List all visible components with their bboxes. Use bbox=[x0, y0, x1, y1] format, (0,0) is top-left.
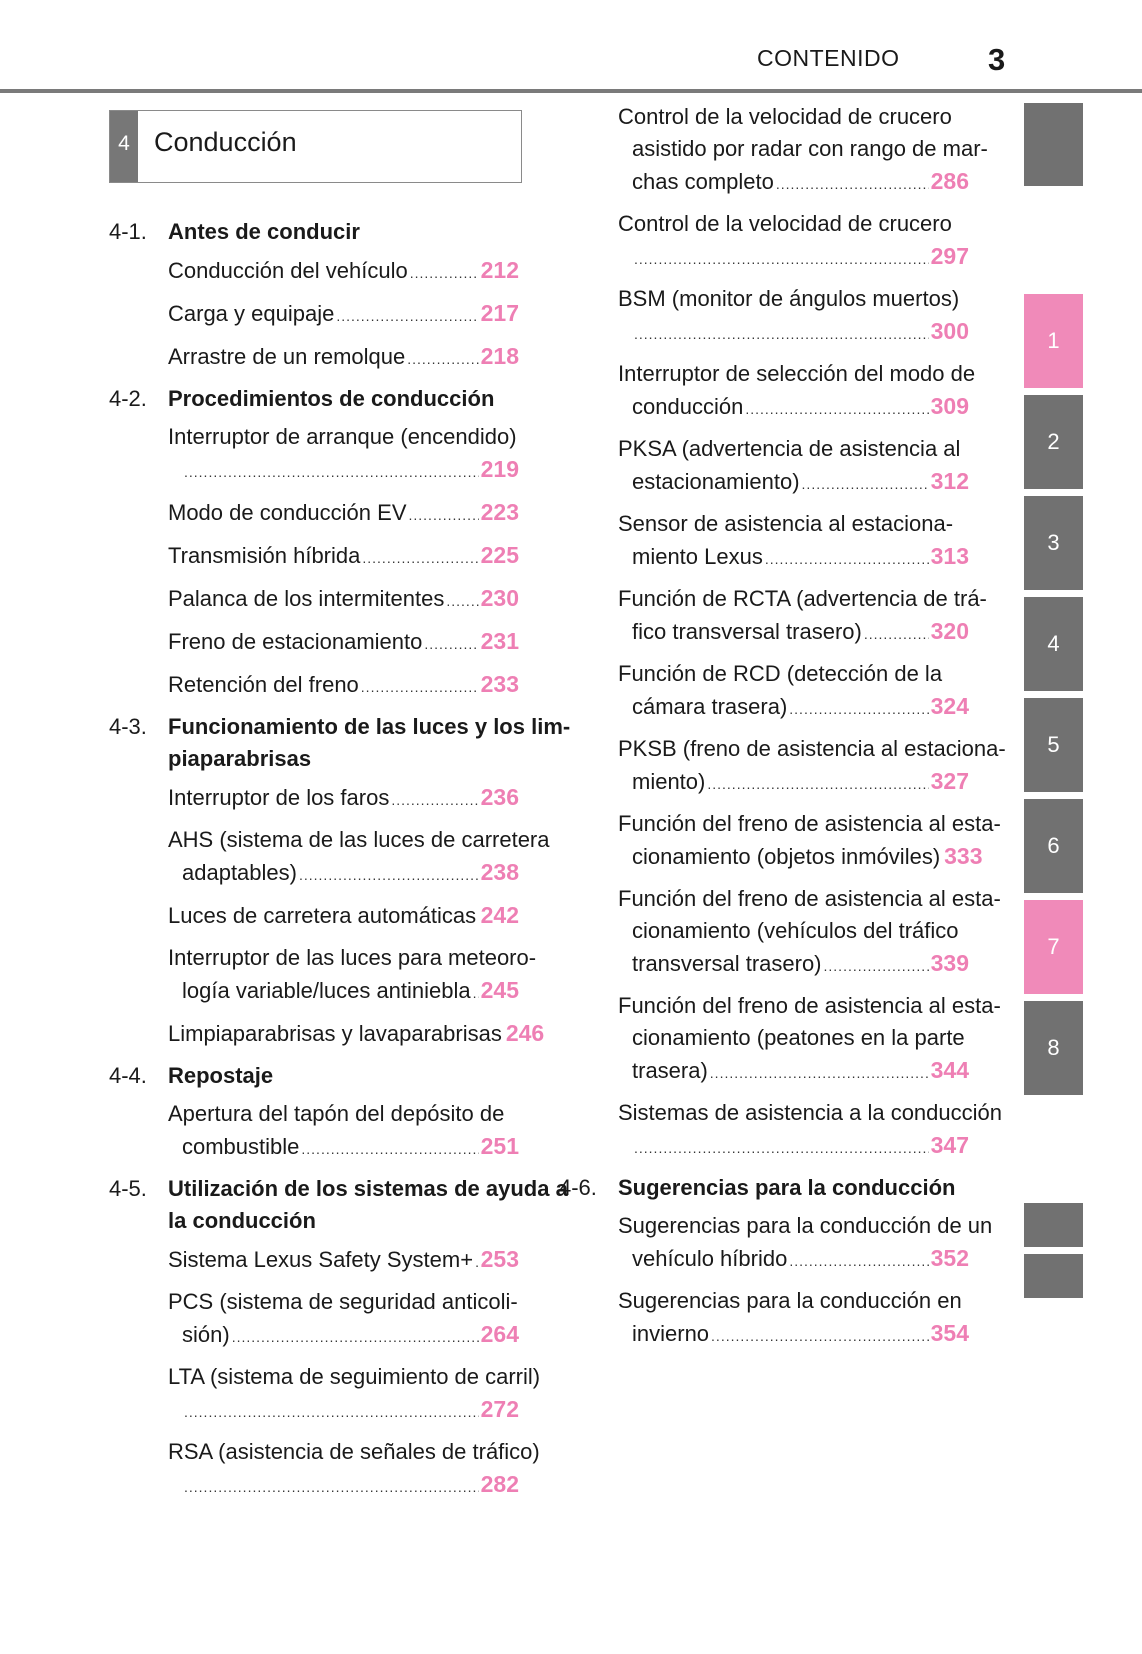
toc-entry[interactable] bbox=[618, 508, 969, 575]
page-link[interactable]: 282 bbox=[480, 1471, 519, 1497]
toc-entry[interactable] bbox=[168, 781, 519, 816]
page-link[interactable]: 264 bbox=[480, 1321, 519, 1347]
section-title bbox=[168, 1060, 273, 1092]
chapter-heading bbox=[109, 110, 522, 183]
toc-entry[interactable] bbox=[618, 1210, 993, 1277]
page-link[interactable]: 236 bbox=[480, 784, 519, 810]
toc-entry[interactable] bbox=[618, 1285, 969, 1352]
toc-entry-text: Palanca de los intermitentes bbox=[168, 586, 445, 611]
page-link[interactable]: 333 bbox=[944, 843, 983, 869]
toc-entry-last-line bbox=[168, 1243, 519, 1278]
toc-entry-text: Freno de estacionamiento bbox=[168, 629, 423, 654]
page-link[interactable]: 231 bbox=[480, 628, 519, 654]
toc-entry-last-line bbox=[168, 1130, 519, 1165]
section-title bbox=[168, 216, 360, 248]
toc-entry-last-line bbox=[168, 496, 519, 531]
toc-entry-last-line bbox=[618, 840, 983, 875]
toc-entry-text: Conducción del vehículo bbox=[168, 258, 408, 283]
toc-entry[interactable] bbox=[618, 283, 969, 350]
page-link[interactable]: 297 bbox=[930, 243, 969, 269]
dot-leader bbox=[409, 499, 479, 531]
toc-entry-text: Función de RCTA (advertencia de trá- bbox=[618, 586, 987, 611]
toc-entry-last-line bbox=[168, 974, 519, 1009]
dot-leader bbox=[424, 628, 478, 660]
page-link[interactable]: 286 bbox=[930, 168, 969, 194]
toc-entry[interactable] bbox=[618, 583, 987, 650]
toc-entry-text: Sugerencias para la conducción en bbox=[618, 1288, 962, 1313]
toc-entry-text: Sistemas de asistencia a la conducción bbox=[618, 1100, 1002, 1125]
dot-leader bbox=[634, 243, 929, 275]
chapter-tab-4[interactable]: 4 bbox=[1024, 597, 1083, 691]
page-link[interactable]: 352 bbox=[930, 1245, 969, 1271]
dot-leader bbox=[475, 1246, 479, 1278]
chapter-title: Conducción bbox=[154, 127, 297, 157]
toc-entry-last-line bbox=[618, 765, 969, 800]
toc-entry-text: chas completo bbox=[632, 169, 774, 194]
toc-entry[interactable] bbox=[618, 658, 969, 725]
toc-entry-text: Función del freno de asistencia al esta- bbox=[618, 993, 1001, 1018]
dot-leader bbox=[362, 542, 478, 574]
toc-entry-text: Interruptor de arranque (encendido) bbox=[168, 424, 517, 449]
toc-entry-text: RSA (asistencia de señales de tráfico) bbox=[168, 1439, 540, 1464]
toc-entry-last-line bbox=[618, 1242, 969, 1277]
toc-entry-last-line bbox=[618, 615, 969, 650]
toc-entry-text: Sugerencias para la conducción de un bbox=[618, 1213, 993, 1238]
toc-entry-text: Limpiaparabrisas y lavaparabrisas bbox=[168, 1021, 502, 1046]
toc-entry-last-line bbox=[618, 315, 969, 350]
dot-leader bbox=[184, 1396, 479, 1428]
page-link[interactable]: 339 bbox=[930, 950, 969, 976]
chapter-tab-blank[interactable] bbox=[1024, 103, 1083, 186]
toc-entry[interactable] bbox=[618, 208, 969, 275]
dot-leader bbox=[789, 1245, 928, 1277]
section-number: 4-2. bbox=[109, 386, 147, 411]
section-number: 4-6. bbox=[559, 1175, 597, 1200]
toc-left-column bbox=[109, 208, 571, 1511]
toc-entry-last-line bbox=[618, 690, 969, 725]
toc-entry[interactable] bbox=[618, 101, 988, 200]
page-link[interactable]: 217 bbox=[480, 300, 519, 326]
toc-entry-last-line bbox=[168, 1017, 545, 1052]
page-link[interactable]: 246 bbox=[505, 1020, 545, 1046]
toc-entry[interactable] bbox=[168, 1361, 541, 1428]
page-link[interactable]: 347 bbox=[930, 1132, 969, 1158]
toc-entry[interactable] bbox=[168, 942, 537, 1009]
section-title-line: la conducción bbox=[168, 1208, 316, 1233]
section-heading bbox=[109, 711, 571, 775]
toc-entry[interactable] bbox=[618, 808, 1001, 875]
toc-entry-last-line bbox=[168, 625, 519, 660]
dot-leader bbox=[745, 393, 928, 425]
toc-entry[interactable] bbox=[618, 358, 976, 425]
section-title-line: Sugerencias para la conducción bbox=[618, 1175, 956, 1200]
chapter-tab-1[interactable]: 1 bbox=[1024, 294, 1083, 388]
header-title: CONTENIDO bbox=[757, 45, 900, 71]
section-title bbox=[168, 711, 570, 775]
toc-entry[interactable] bbox=[168, 1098, 519, 1165]
section-heading bbox=[559, 1172, 969, 1204]
toc-entry-text: vehículo híbrido bbox=[632, 1246, 788, 1271]
toc-entry-text: fico transversal trasero) bbox=[632, 619, 862, 644]
section-heading bbox=[109, 1060, 519, 1092]
toc-entry-text: PKSA (advertencia de asistencia al bbox=[618, 436, 961, 461]
toc-entry-text: combustible bbox=[182, 1134, 300, 1159]
toc-entry-text: cionamiento (objetos inmóviles) bbox=[632, 844, 941, 869]
dot-leader bbox=[336, 300, 478, 332]
toc-entry-text: logía variable/luces antiniebla bbox=[182, 978, 471, 1003]
page-link[interactable]: 219 bbox=[480, 456, 519, 482]
page-link[interactable]: 354 bbox=[930, 1320, 969, 1346]
dot-leader bbox=[391, 784, 478, 816]
page-link[interactable]: 313 bbox=[930, 543, 969, 569]
toc-entry-text: trasera) bbox=[632, 1058, 708, 1083]
toc-entry[interactable] bbox=[168, 668, 519, 703]
toc-entry-text: Arrastre de un remolque bbox=[168, 344, 406, 369]
toc-entry-last-line bbox=[618, 1054, 969, 1089]
section-heading bbox=[109, 216, 519, 248]
section-title-line: Funcionamiento de las luces y los lim- bbox=[168, 714, 571, 739]
dot-leader bbox=[473, 977, 479, 1009]
toc-entry-text: Interruptor de los faros bbox=[168, 785, 390, 810]
toc-entry-last-line bbox=[168, 340, 519, 375]
toc-right-column bbox=[559, 101, 1006, 1360]
chapter-tab-8[interactable]: 8 bbox=[1024, 1001, 1083, 1095]
toc-entry-last-line bbox=[618, 390, 969, 425]
dot-leader bbox=[634, 318, 929, 350]
section-title bbox=[168, 1173, 568, 1237]
header-divider bbox=[0, 89, 1142, 93]
toc-entry-text: Carga y equipaje bbox=[168, 301, 335, 326]
section-title-line: Repostaje bbox=[168, 1063, 274, 1088]
toc-entry-text: miento) bbox=[632, 769, 706, 794]
dot-leader bbox=[864, 618, 929, 650]
toc-entry-text: estacionamiento) bbox=[632, 469, 800, 494]
toc-entry-text: Control de la velocidad de crucero bbox=[618, 104, 952, 129]
toc-entry-text: asistido por radar con rango de mar- bbox=[632, 136, 988, 161]
toc-entry-text: Sensor de asistencia al estaciona- bbox=[618, 511, 954, 536]
toc-entry-text: Función del freno de asistencia al esta- bbox=[618, 811, 1001, 836]
toc-entry-last-line bbox=[618, 165, 969, 200]
toc-entry-text: sión) bbox=[182, 1322, 230, 1347]
toc-entry[interactable] bbox=[168, 1243, 519, 1278]
page-link[interactable]: 223 bbox=[480, 499, 519, 525]
toc-entry-text: cámara trasera) bbox=[632, 694, 788, 719]
toc-entry-last-line bbox=[618, 465, 969, 500]
toc-entry-last-line bbox=[168, 297, 519, 332]
page-link[interactable]: 272 bbox=[480, 1396, 519, 1422]
toc-entry-last-line bbox=[168, 668, 519, 703]
toc-entry-text: Transmisión híbrida bbox=[168, 543, 361, 568]
toc-entry[interactable] bbox=[618, 433, 969, 500]
page-link[interactable]: 242 bbox=[480, 902, 519, 928]
toc-entry[interactable] bbox=[618, 733, 1006, 800]
toc-entry[interactable] bbox=[168, 496, 519, 531]
dot-leader bbox=[446, 585, 478, 617]
page-link[interactable]: 238 bbox=[480, 859, 519, 885]
page-link[interactable]: 225 bbox=[480, 542, 519, 568]
dot-leader bbox=[802, 468, 929, 500]
dot-leader bbox=[299, 859, 479, 891]
toc-entry-text: Apertura del tapón del depósito de bbox=[168, 1101, 505, 1126]
page-link[interactable]: 218 bbox=[480, 343, 519, 369]
toc-entry[interactable] bbox=[168, 1436, 540, 1503]
toc-entry-text: cionamiento (peatones en la parte bbox=[632, 1025, 965, 1050]
toc-entry-last-line bbox=[168, 254, 519, 289]
page-link[interactable]: 245 bbox=[480, 977, 519, 1003]
toc-entry-text: Interruptor de selección del modo de bbox=[618, 361, 976, 386]
toc-entry-text: Control de la velocidad de crucero bbox=[618, 211, 952, 236]
dot-leader bbox=[410, 257, 479, 289]
toc-entry-last-line bbox=[618, 540, 969, 575]
toc-entry-text: Función del freno de asistencia al esta- bbox=[618, 886, 1001, 911]
page-link[interactable]: 212 bbox=[480, 257, 519, 283]
dot-leader bbox=[776, 168, 929, 200]
page-link[interactable]: 312 bbox=[930, 468, 969, 494]
toc-entry-last-line bbox=[168, 1468, 519, 1503]
page-link[interactable]: 344 bbox=[930, 1057, 969, 1083]
dot-leader bbox=[184, 1471, 479, 1503]
section-number: 4-1. bbox=[109, 219, 147, 244]
dot-leader bbox=[361, 671, 479, 703]
toc-entry-last-line bbox=[168, 453, 519, 488]
dot-leader bbox=[710, 1057, 929, 1089]
dot-leader bbox=[634, 1132, 929, 1164]
toc-entry-last-line bbox=[168, 582, 519, 617]
toc-entry-text: Sistema Lexus Safety System+ bbox=[168, 1247, 474, 1272]
section-title bbox=[618, 1172, 955, 1204]
toc-entry[interactable] bbox=[168, 824, 550, 891]
toc-entry-text: cionamiento (vehículos del tráfico bbox=[632, 918, 959, 943]
toc-entry[interactable] bbox=[168, 625, 519, 660]
chapter-tab-2[interactable]: 2 bbox=[1024, 395, 1083, 489]
dot-leader bbox=[232, 1321, 479, 1353]
toc-entry-text: invierno bbox=[632, 1321, 710, 1346]
toc-entry-text: Modo de conducción EV bbox=[168, 500, 407, 525]
page-link[interactable]: 230 bbox=[480, 585, 519, 611]
dot-leader bbox=[824, 950, 929, 982]
page-link[interactable]: 320 bbox=[930, 618, 969, 644]
dot-leader bbox=[407, 343, 478, 375]
toc-entry-text: Interruptor de las luces para meteoro- bbox=[168, 945, 537, 970]
toc-entry-text: PKSB (freno de asistencia al estaciona- bbox=[618, 736, 1006, 761]
chapter-tab-blank[interactable] bbox=[1024, 1254, 1083, 1298]
page-link[interactable]: 233 bbox=[480, 671, 519, 697]
page-number: 3 bbox=[988, 42, 1006, 77]
section-title-line: piaparabrisas bbox=[168, 746, 312, 771]
dot-leader bbox=[707, 768, 928, 800]
toc-entry[interactable] bbox=[168, 340, 519, 375]
page-link[interactable]: 327 bbox=[930, 768, 969, 794]
chapter-tab-6[interactable]: 6 bbox=[1024, 799, 1083, 893]
chapter-tab-blank[interactable] bbox=[1024, 1203, 1083, 1247]
section-number: 4-4. bbox=[109, 1063, 147, 1088]
toc-entry[interactable] bbox=[168, 297, 519, 332]
page-link[interactable]: 300 bbox=[930, 318, 969, 344]
toc-entry-last-line bbox=[168, 1318, 519, 1353]
toc-entry-text: miento Lexus bbox=[632, 544, 763, 569]
toc-entry-text: Luces de carretera automáticas bbox=[168, 903, 477, 928]
toc-entry[interactable] bbox=[168, 1286, 519, 1353]
toc-entry[interactable] bbox=[168, 899, 519, 934]
toc-entry[interactable] bbox=[618, 883, 1001, 982]
section-title bbox=[168, 383, 494, 415]
toc-entry-text: LTA (sistema de seguimiento de carril) bbox=[168, 1364, 541, 1389]
toc-entry[interactable] bbox=[168, 539, 519, 574]
section-number: 4-3. bbox=[109, 714, 147, 739]
chapter-number: 4 bbox=[110, 111, 138, 182]
toc-entry-last-line bbox=[618, 947, 969, 982]
toc-entry-last-line bbox=[618, 240, 969, 275]
chapter-tab-3[interactable]: 3 bbox=[1024, 496, 1083, 590]
toc-entry-text: BSM (monitor de ángulos muertos) bbox=[618, 286, 960, 311]
toc-entry-last-line bbox=[618, 1129, 969, 1164]
toc-entry-text: PCS (sistema de seguridad anticoli- bbox=[168, 1289, 518, 1314]
toc-entry[interactable] bbox=[168, 582, 519, 617]
section-title-line: Antes de conducir bbox=[168, 219, 360, 244]
dot-leader bbox=[711, 1320, 929, 1352]
toc-entry-last-line bbox=[168, 539, 519, 574]
page-link[interactable]: 251 bbox=[480, 1133, 519, 1159]
toc-entry-text: AHS (sistema de las luces de carretera bbox=[168, 827, 550, 852]
page-link[interactable]: 309 bbox=[930, 393, 969, 419]
section-heading bbox=[109, 1173, 568, 1237]
toc-entry[interactable] bbox=[168, 1017, 545, 1052]
toc-entry-text: adaptables) bbox=[182, 860, 297, 885]
toc-entry-text: transversal trasero) bbox=[632, 951, 822, 976]
toc-entry[interactable] bbox=[168, 254, 519, 289]
section-number: 4-5. bbox=[109, 1176, 147, 1201]
toc-entry[interactable] bbox=[618, 990, 1001, 1089]
dot-leader bbox=[301, 1133, 478, 1165]
section-title-line: Utilización de los sistemas de ayuda a bbox=[168, 1176, 568, 1201]
toc-entry[interactable] bbox=[618, 1097, 1002, 1164]
toc-entry[interactable] bbox=[168, 421, 519, 488]
chapter-tab-7[interactable]: 7 bbox=[1024, 900, 1083, 994]
toc-entry-last-line bbox=[168, 856, 519, 891]
section-title-line: Procedimientos de conducción bbox=[168, 386, 495, 411]
toc-entry-last-line bbox=[168, 781, 519, 816]
dot-leader bbox=[765, 543, 929, 575]
dot-leader bbox=[184, 456, 479, 488]
page-link[interactable]: 324 bbox=[930, 693, 969, 719]
toc-entry-last-line bbox=[168, 1393, 519, 1428]
section-heading bbox=[109, 383, 519, 415]
dot-leader bbox=[789, 693, 928, 725]
toc-entry-text: conducción bbox=[632, 394, 744, 419]
toc-entry-last-line bbox=[168, 899, 519, 934]
page-link[interactable]: 253 bbox=[480, 1246, 519, 1272]
toc-entry-text: Función de RCD (detección de la bbox=[618, 661, 943, 686]
toc-entry-last-line bbox=[618, 1317, 969, 1352]
chapter-tab-5[interactable]: 5 bbox=[1024, 698, 1083, 792]
toc-entry-text: Retención del freno bbox=[168, 672, 359, 697]
